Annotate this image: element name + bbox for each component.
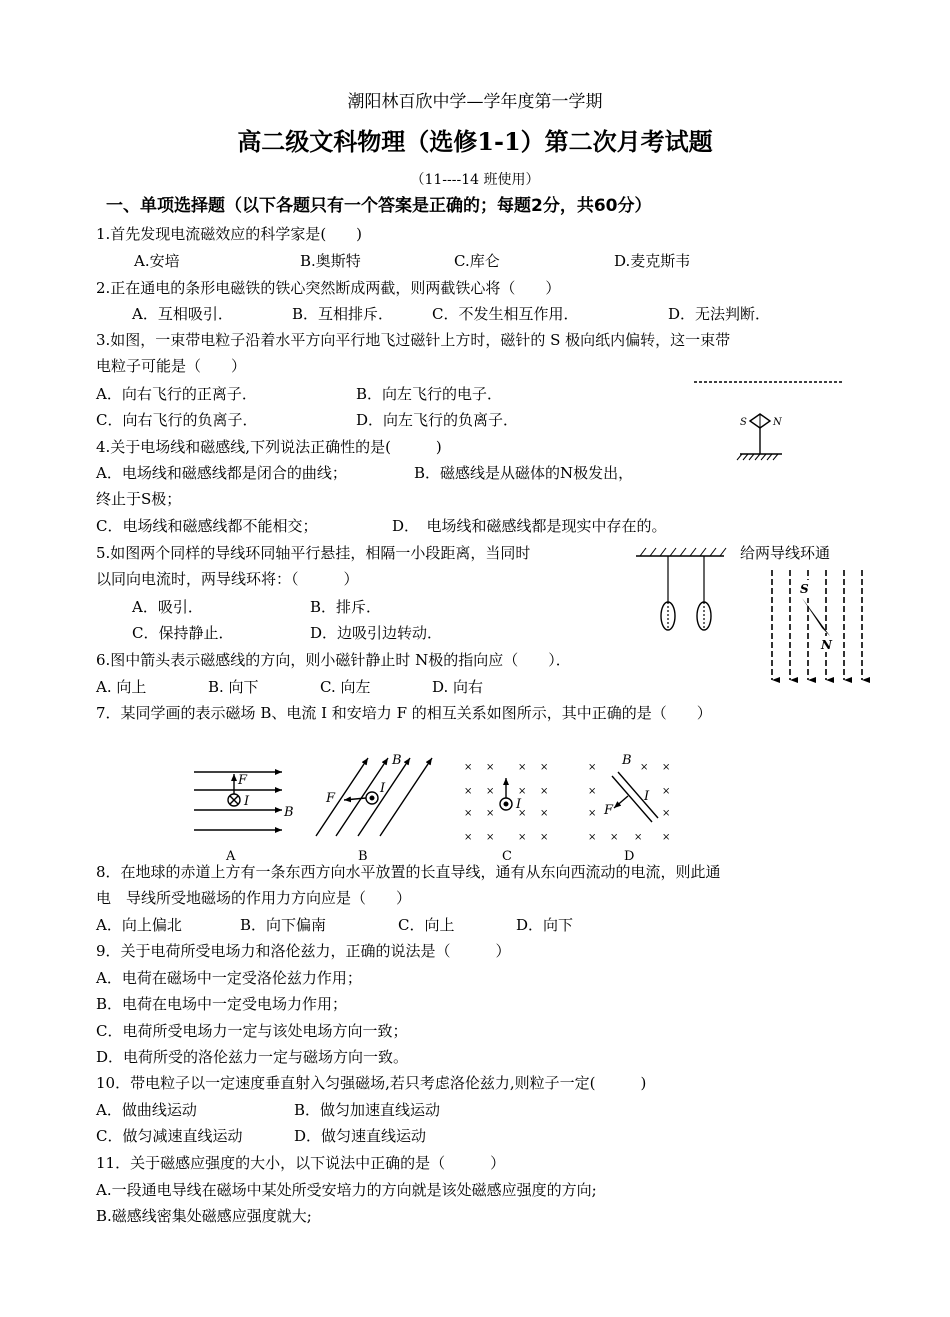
q8-option-c: C．向上 [398,916,455,934]
section-heading: 一、单项选择题（以下各题只有一个答案是正确的；每题2分，共60分） [106,196,652,216]
q10-option-b: B．做匀加速直线运动 [294,1101,441,1119]
q4-option-a: A．电场线和磁感线都是闭合的曲线； [96,464,347,482]
svg-text:×: × [518,808,527,819]
svg-text:×: × [540,762,549,773]
svg-text:×: × [662,808,671,819]
svg-text:×: × [588,832,597,843]
q1-option-c: C.库仑 [454,252,500,270]
q5-stem-line1b: 给两导线环通 [740,544,831,562]
q9-option-c: C．电荷所受电场力一定与该处电场方向一致； [96,1022,408,1040]
q7-a-f-label: F [238,773,248,788]
q10-option-c: C．做匀减速直线运动 [96,1127,243,1145]
school-term-heading: 潮阳林百欣中学—学年度第一学期 [347,92,603,112]
q6-s-label: S [800,582,809,596]
q5-option-c: C．保持静止． [132,624,234,642]
svg-text:×: × [464,762,473,773]
q7-label-c: C [502,849,512,864]
q8-option-d: D．向下 [516,916,574,934]
q6-n-label: N [821,638,832,652]
q6-option-b: B. 向下 [208,678,259,696]
q3-stem-line2: 电粒子可能是（ ） [96,357,247,375]
exam-title: 高二级文科物理（选修1-1）第二次月考试题 [237,127,713,156]
q9-option-b: B．电荷在电场中一定受电场力作用； [96,995,348,1013]
svg-text:×: × [588,808,597,819]
q3-n-label: N [773,417,782,428]
svg-text:×: × [486,832,495,843]
q3-option-a: A．向右飞行的正离子． [96,385,257,403]
q7-a-b-label: B [284,805,294,820]
svg-text:×: × [662,832,671,843]
svg-text:×: × [518,762,527,773]
q5-option-a: A．吸引． [132,598,203,616]
q6-option-c: C. 向左 [320,678,371,696]
q8-option-a: A．向上偏北 [96,916,182,934]
svg-text:×: × [518,832,527,843]
q3-option-b: B．向左飞行的电子． [356,385,503,403]
q7-d-i-label: I [644,789,650,804]
q1-option-d: D.麦克斯韦 [614,252,691,270]
q7-b-b-label: B [392,753,402,768]
q7-stem: 7．某同学画的表示磁场 B、电流 I 和安培力 F 的相互关系如图所示，其中正确的是（ ） [96,704,712,722]
q3-option-c: C．向右飞行的负离子． [96,411,258,429]
q3-s-label: S [740,417,747,428]
q2-option-b: B．互相排斥． [292,305,394,323]
classes-note: （11----14 班使用） [410,172,540,188]
svg-text:×: × [540,786,549,797]
q1-stem: 1.首先发现电流磁效应的科学家是( ) [96,225,363,243]
q6-option-d: D. 向右 [432,678,484,696]
q1-option-a: A.安培 [134,252,180,270]
svg-text:×: × [662,762,671,773]
q11-option-a: A.一段通电导线在磁场中某处所受安培力的方向就是该处磁感应强度的方向; [96,1181,597,1199]
q7-b-i-label: I [380,781,386,796]
q4-stem: 4.关于电场线和磁感线,下列说法正确性的是( ) [96,438,442,456]
q8-stem-line1: 8．在地球的赤道上方有一条东西方向水平放置的长直导线，通有从东向西流动的电流，则此通 [96,863,721,881]
q5-stem-line2: 以同向电流时，两导线环将：（ ） [96,570,359,588]
q3-option-d: D．向左飞行的负离子． [356,411,519,429]
q9-option-a: A．电荷在磁场中一定受洛伦兹力作用； [96,969,362,987]
q5-option-b: B．排斥． [310,598,382,616]
svg-text:×: × [486,762,495,773]
svg-text:×: × [662,786,671,797]
q7-figure-d [588,762,670,843]
q8-stem-line2: 电 导线所受地磁场的作用力方向应是（ ） [96,889,412,907]
svg-text:×: × [464,786,473,797]
q2-option-d: D．无法判断． [668,305,771,323]
q7-a-i-label: I [244,794,250,809]
svg-text:×: × [464,808,473,819]
q10-option-d: D．做匀速直线运动 [294,1127,427,1145]
q10-option-a: A．做曲线运动 [96,1101,197,1119]
q7-d-b-label: B [622,753,632,768]
svg-text:×: × [486,808,495,819]
svg-text:×: × [610,832,619,843]
q6-stem: 6.图中箭头表示磁感线的方向，则小磁针静止时 N极的指向应（ ）． [96,651,571,669]
q5-stem-line1a: 5.如图两个同样的导线环同轴平行悬挂，相隔一小段距离，当同时 [96,544,531,562]
q7-b-f-label: F [326,791,336,806]
svg-text:×: × [634,832,643,843]
svg-text:×: × [588,762,597,773]
svg-text:×: × [540,808,549,819]
q2-stem: 2.正在通电的条形电磁铁的铁心突然断成两截，则两截铁心将（ ） [96,279,561,297]
q4-option-d: D． 电场线和磁感线都是现实中存在的。 [392,517,667,535]
svg-text:×: × [518,786,527,797]
q10-stem: 10．带电粒子以一定速度垂直射入匀强磁场,若只考虑洛伦兹力,则粒子一定( ) [96,1074,647,1092]
q7-label-d: D [624,849,635,864]
q3-figure-compass [690,374,850,464]
q7-d-f-label: F [604,803,614,818]
svg-text:×: × [540,832,549,843]
q4-option-b-line2: 终止于S极； [96,490,182,508]
q11-stem: 11．关于磁感应强度的大小，以下说法中正确的是（ ） [96,1154,506,1172]
q9-option-d: D．电荷所受的洛伦兹力一定与磁场方向一致。 [96,1048,409,1066]
q2-option-a: A．互相吸引． [132,305,233,323]
q6-figure-field-lines [764,568,868,690]
q11-option-b: B.磁感线密集处磁感应强度就大; [96,1207,312,1225]
q7-label-b: B [358,849,368,864]
q7-label-a: A [226,849,236,864]
q2-option-c: C．不发生相互作用． [432,305,579,323]
q6-option-a: A. 向上 [96,678,147,696]
q1-option-b: B.奥斯特 [300,252,361,270]
svg-text:×: × [588,786,597,797]
q5-option-d: D．边吸引边转动． [310,624,443,642]
q9-stem: 9．关于电荷所受电场力和洛伦兹力，正确的说法是（ ） [96,942,511,960]
q7-figures [186,744,686,866]
svg-text:×: × [464,832,473,843]
q8-option-b: B．向下偏南 [240,916,327,934]
q3-stem-line1: 3.如图，一束带电粒子沿着水平方向平行地飞过磁针上方时，磁针的 S 极向纸内偏转，这一束带 [96,331,731,349]
q4-option-c: C．电场线和磁感线都不能相交； [96,517,318,535]
q4-option-b-line1: B．磁感线是从磁体的N极发出， [414,464,634,482]
svg-text:×: × [486,786,495,797]
q5-figure-rings [632,544,728,644]
svg-text:×: × [640,762,649,773]
q7-c-i-label: I [516,797,522,812]
